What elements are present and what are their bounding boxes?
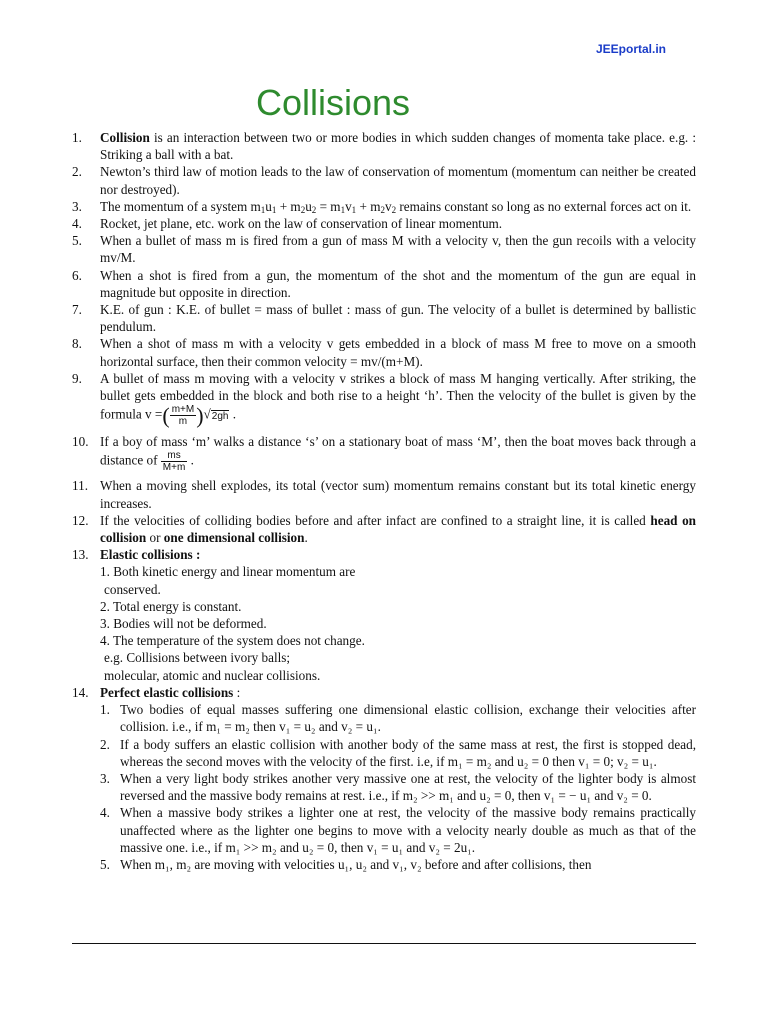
item-number: 11.	[72, 478, 88, 494]
perfect-elastic-list	[72, 701, 696, 873]
elastic-properties	[72, 563, 696, 683]
item-text: When a bullet of mass m is fired from a gun of mass M with a velocity v, then the gun recoils with a velocity mv/M.	[100, 233, 696, 266]
sqrt-term: 2gh	[211, 410, 229, 422]
term-bold: head on collision	[100, 512, 697, 546]
sub-item	[100, 770, 696, 804]
paren-open: (	[162, 403, 170, 429]
item-text: Rocket, jet plane, etc. work on the law of conservation of linear momentum.	[100, 216, 503, 232]
text-run: If the velocities of colliding bodies before and after infact are confined to a straight line, it is called	[100, 512, 651, 528]
list-item	[72, 301, 696, 335]
subscript: 2	[391, 204, 397, 215]
sub-item	[100, 856, 696, 873]
subscript: 1	[340, 204, 346, 215]
list-item	[72, 198, 696, 215]
numerator: ms	[161, 450, 188, 462]
item-text: When a moving shell explodes, its total (vector sum) momentum remains constant but its total kinetic energy increases.	[100, 478, 696, 511]
property-line: conserved.	[104, 581, 161, 597]
list-item	[72, 433, 696, 473]
item-text: When a shot of mass m with a velocity v gets embedded in a block of mass M free to move on a smooth horizontal surface, then their common velocity = mv/(m+M).	[100, 336, 696, 369]
property-line: e.g. Collisions between ivory balls;	[104, 650, 291, 666]
property-line: 3. Bodies will not be deformed.	[100, 616, 267, 632]
property-line: molecular, atomic and nuclear collisions.	[104, 667, 321, 683]
term-bold: Collision	[100, 130, 150, 145]
page-title: Collisions	[256, 82, 411, 123]
subscript: 1	[260, 204, 266, 215]
term-bold: Perfect elastic collisions	[100, 684, 234, 700]
sub-number: 3.	[100, 770, 110, 786]
list-item	[72, 232, 696, 266]
property-line: 2. Total energy is constant.	[100, 598, 242, 614]
text-run: .	[304, 530, 308, 546]
term-bold: Elastic collisions :	[100, 547, 201, 563]
text-run: u	[305, 198, 312, 214]
item-number: 7.	[72, 302, 82, 318]
sub-item	[100, 701, 696, 735]
list-item	[72, 546, 696, 563]
item-number: 12.	[72, 512, 89, 528]
item-number: 3.	[72, 198, 82, 214]
item-number: 13.	[72, 547, 89, 563]
text-run: .	[187, 452, 194, 468]
sub-number: 1.	[100, 702, 110, 718]
item-text	[100, 512, 696, 546]
property-line: 4. The temperature of the system does not change.	[100, 633, 365, 649]
denominator: M+m	[162, 462, 186, 474]
subscript: 2	[311, 204, 317, 215]
paren-close: )	[196, 403, 204, 429]
sub-number: 5.	[100, 856, 110, 872]
item-text: K.E. of gun : K.E. of bullet = mass of bullet : mass of gun. The velocity of a bullet is determined by ballistic pendulum.	[100, 302, 696, 335]
list-item	[72, 163, 696, 197]
list-item	[72, 267, 696, 301]
sub-text: If a body suffers an elastic collision with another body of the same mass at rest, the first is stopped dead, whereas the second moves with the velocity of the first. i.e, if m₁ = m₂ and u₂ = 0 then v₁ = 0; v₂ = u₁.	[120, 736, 696, 769]
text-run: + m	[276, 198, 301, 214]
item-text: When a shot is fired from a gun, the momentum of the shot and the momentum of the gun are equal in magnitude but opposite in direction.	[100, 267, 696, 300]
item-number: 9.	[72, 370, 82, 386]
item-text	[100, 684, 696, 701]
item-number: 4.	[72, 216, 82, 232]
sub-text: Two bodies of equal masses suffering one dimensional elastic collision, exchange their velocities after collision. i.e., if m₁ = m₂ then v₁ = u₂ and v₂ = u₁.	[120, 702, 696, 735]
text-run: A bullet of mass m moving with a velocity v strikes a block of mass M hanging vertically. After striking, the bullet gets embedded in the block and both rise to a height ‘h’. Then the velocity of the bullet is given by the formula v =	[100, 370, 696, 422]
subscript: 1	[351, 204, 357, 215]
list-item	[72, 370, 696, 427]
subscript: 1	[271, 204, 277, 215]
item-text	[100, 433, 696, 473]
item-text	[100, 129, 696, 163]
item-number: 2.	[72, 164, 82, 180]
footer-divider	[72, 943, 696, 944]
text-run: u	[265, 198, 272, 214]
item-text: Newton’s third law of motion leads to the law of conservation of momentum (momentum can neither be created nor destroyed).	[100, 164, 696, 197]
site-label: JEEportal.in	[596, 42, 667, 56]
text-run: If a boy of mass ‘m’ walks a distance ‘s’ on a stationary boat of mass ‘M’, then the boat moves back through a distance of	[100, 434, 696, 468]
item-text: A bullet of mass m moving with a velocity v strikes a block of mass M hanging vertically. After striking, the bullet gets embedded in the block and both rise to a height ‘h’. Then the velocity of the bullet is given by the formula v =( $\frac{m+M}{m}$ )√2gh .	[100, 370, 696, 429]
text-run: v	[384, 198, 392, 214]
list-item	[72, 215, 696, 232]
text-run: + m	[356, 198, 381, 214]
list-item	[72, 129, 696, 163]
subscript: 2	[380, 204, 385, 215]
text-run: v	[345, 198, 352, 214]
document-body	[72, 129, 696, 873]
item-number: 1.	[72, 130, 82, 145]
item-text	[100, 546, 696, 563]
text-run: The momentum of a system m	[100, 198, 261, 214]
item-number: 10.	[72, 434, 89, 450]
sub-text: When m₁, m₂ are moving with velocities u₁, u₂ and v₁, v₂ before and after collisions, then	[120, 856, 592, 872]
denominator: m	[178, 416, 188, 428]
sub-text: When a very light body strikes another very massive one at rest, the velocity of the lighter body is almost reversed and the massive body remains at rest. i.e., if m₂ >> m₁ and u₂ = 0, then v₁ = − u₁ and v₂ = 0.	[120, 770, 696, 804]
numerator: m+M	[171, 404, 195, 416]
sub-number: 4.	[100, 805, 110, 821]
text-run: or	[146, 530, 164, 546]
item-number: 14.	[72, 684, 89, 700]
fraction	[161, 450, 188, 473]
item-body: is an interaction between two or more bodies in which sudden changes of momenta take place. e.g. : Striking a ball with a bat.	[100, 130, 696, 163]
text-run: remains constant so long as no external forces act on it.	[396, 198, 692, 214]
item-number: 5.	[72, 233, 82, 249]
item-number: 6.	[72, 267, 82, 283]
list-item	[72, 512, 696, 546]
text-run: :	[233, 684, 241, 700]
property-line: 1. Both kinetic energy and linear momentum are	[100, 564, 356, 580]
text-run: = m	[316, 198, 341, 214]
list-item	[72, 335, 696, 369]
sub-text: When a massive body strikes a lighter one at rest, the velocity of the massive body remains practically unaffected where as the lighter one begins to move with a velocity nearly double as much as that of the massive one. i.e., if m₁ >> m₂ and u₂ = 0, then v₁ = u₁ and v₂ = 2u₁.	[120, 805, 696, 855]
list-item	[72, 477, 696, 511]
sub-item	[100, 736, 696, 770]
item-text	[100, 198, 696, 215]
text-run: .	[229, 406, 237, 422]
list-item	[72, 684, 696, 701]
item-number: 8.	[72, 336, 82, 352]
sub-number: 2.	[100, 736, 110, 752]
term-bold: one dimensional collision	[163, 530, 305, 546]
subscript: 2	[300, 204, 306, 215]
sub-item	[100, 804, 696, 856]
fraction	[170, 404, 197, 427]
